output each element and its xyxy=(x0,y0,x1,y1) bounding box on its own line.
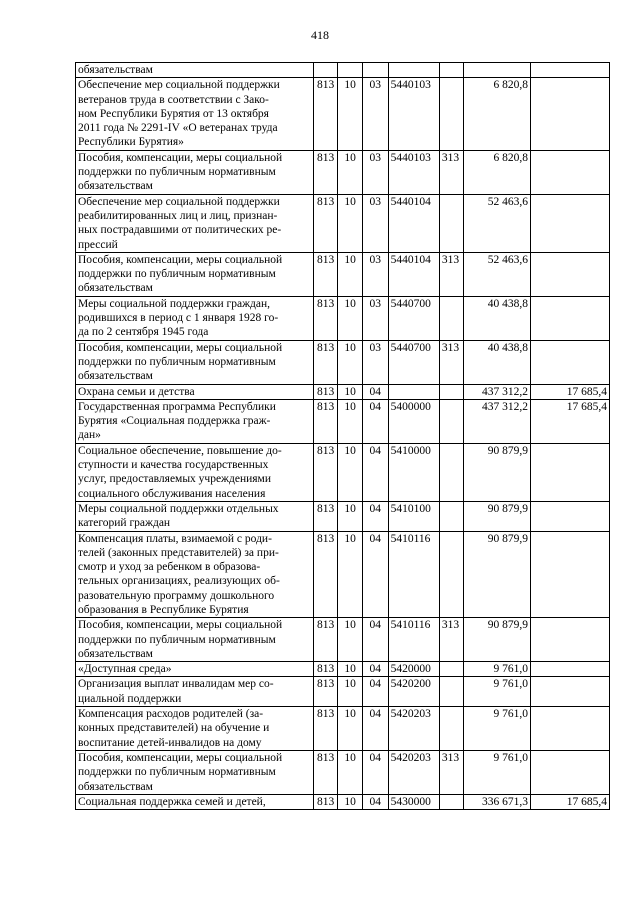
federal-amount-cell xyxy=(531,750,610,794)
ministry-code-cell: 813 xyxy=(313,794,338,809)
federal-amount-cell xyxy=(531,531,610,618)
subsection-code-cell: 04 xyxy=(362,677,388,707)
page-number: 418 xyxy=(311,28,329,42)
subsection-code-cell: 04 xyxy=(362,707,388,751)
table-row xyxy=(76,677,610,707)
federal-amount-cell: 17 685,4 xyxy=(531,794,610,809)
table-row xyxy=(76,794,610,809)
section-code-cell: 10 xyxy=(338,194,363,252)
row-name-cell: Компенсация платы, взимаемой с роди- телей (законных представителей) за при- смотр и уход за ребенком в образова- тельных организациях, реализующих об- разовательную программу дошкольного образования в Республике Бурятия xyxy=(76,531,314,618)
subsection-code-cell: 04 xyxy=(362,662,388,677)
table-row xyxy=(76,662,610,677)
subsection-code-cell: 03 xyxy=(362,150,388,194)
ministry-code-cell: 813 xyxy=(313,384,338,399)
row-name-cell: Компенсация расходов родителей (за- конных представителей) на обучение и воспитание детей-инвалидов на дому xyxy=(76,707,314,751)
expense-type-code-cell: 313 xyxy=(439,618,464,662)
amount-cell: 40 438,8 xyxy=(464,296,531,340)
subsection-code-cell: 04 xyxy=(362,399,388,443)
amount-cell: 90 879,9 xyxy=(464,501,531,531)
row-name-cell: Обеспечение мер социальной поддержки реабилитированных лиц и лиц, признан- ных пострадавшими от политических ре- прессий xyxy=(76,194,314,252)
subsection-code-cell: 04 xyxy=(362,384,388,399)
federal-amount-cell xyxy=(531,443,610,501)
ministry-code-cell: 813 xyxy=(313,252,338,296)
subsection-code-cell: 03 xyxy=(362,194,388,252)
row-name-cell: Охрана семьи и детства xyxy=(76,384,314,399)
ministry-code-cell: 813 xyxy=(313,443,338,501)
row-name-cell: Обеспечение мер социальной поддержки ветеранов труда в соответствии с Зако- ном Республики Бурятия от 13 октября 2011 года № 2291-IV «О ветеранах труда Республики Бурятия» xyxy=(76,78,314,150)
ministry-code-cell xyxy=(313,63,338,78)
table-body xyxy=(76,63,610,810)
section-code-cell: 10 xyxy=(338,78,363,150)
federal-amount-cell xyxy=(531,501,610,531)
federal-amount-cell: 17 685,4 xyxy=(531,384,610,399)
expense-type-code-cell xyxy=(439,78,464,150)
expense-type-code-cell xyxy=(439,501,464,531)
subsection-code-cell: 03 xyxy=(362,252,388,296)
section-code-cell: 10 xyxy=(338,340,363,384)
amount-cell: 52 463,6 xyxy=(464,252,531,296)
expense-type-code-cell xyxy=(439,443,464,501)
amount-cell: 90 879,9 xyxy=(464,531,531,618)
table-row xyxy=(76,399,610,443)
amount-cell: 90 879,9 xyxy=(464,618,531,662)
federal-amount-cell xyxy=(531,707,610,751)
subsection-code-cell: 04 xyxy=(362,618,388,662)
row-name-cell: Меры социальной поддержки граждан, родившихся в период с 1 января 1928 го- да по 2 сентября 1945 года xyxy=(76,296,314,340)
amount-cell: 9 761,0 xyxy=(464,662,531,677)
expense-type-code-cell: 313 xyxy=(439,150,464,194)
amount-cell: 437 312,2 xyxy=(464,384,531,399)
ministry-code-cell: 813 xyxy=(313,399,338,443)
ministry-code-cell: 813 xyxy=(313,194,338,252)
section-code-cell: 10 xyxy=(338,252,363,296)
federal-amount-cell xyxy=(531,194,610,252)
table-row xyxy=(76,252,610,296)
expense-type-code-cell xyxy=(439,662,464,677)
section-code-cell: 10 xyxy=(338,150,363,194)
ministry-code-cell: 813 xyxy=(313,150,338,194)
expense-type-code-cell xyxy=(439,794,464,809)
section-code-cell: 10 xyxy=(338,501,363,531)
amount-cell: 336 671,3 xyxy=(464,794,531,809)
table-row xyxy=(76,63,610,78)
table-row xyxy=(76,501,610,531)
subsection-code-cell xyxy=(362,63,388,78)
amount-cell: 9 761,0 xyxy=(464,707,531,751)
amount-cell: 52 463,6 xyxy=(464,194,531,252)
expense-type-code-cell xyxy=(439,384,464,399)
section-code-cell: 10 xyxy=(338,531,363,618)
expense-type-code-cell xyxy=(439,63,464,78)
target-item-code-cell: 5410000 xyxy=(388,443,439,501)
ministry-code-cell: 813 xyxy=(313,78,338,150)
ministry-code-cell: 813 xyxy=(313,707,338,751)
row-name-cell: Государственная программа Республики Бурятия «Социальная поддержка граж- дан» xyxy=(76,399,314,443)
subsection-code-cell: 04 xyxy=(362,531,388,618)
federal-amount-cell xyxy=(531,618,610,662)
target-item-code-cell: 5420203 xyxy=(388,707,439,751)
amount-cell: 9 761,0 xyxy=(464,677,531,707)
section-code-cell: 10 xyxy=(338,707,363,751)
table-row xyxy=(76,296,610,340)
subsection-code-cell: 03 xyxy=(362,78,388,150)
section-code-cell: 10 xyxy=(338,399,363,443)
expense-type-code-cell: 313 xyxy=(439,252,464,296)
target-item-code-cell: 5440103 xyxy=(388,150,439,194)
row-name-cell: Меры социальной поддержки отдельных категорий граждан xyxy=(76,501,314,531)
subsection-code-cell: 04 xyxy=(362,443,388,501)
amount-cell: 9 761,0 xyxy=(464,750,531,794)
target-item-code-cell: 5410100 xyxy=(388,501,439,531)
ministry-code-cell: 813 xyxy=(313,750,338,794)
subsection-code-cell: 04 xyxy=(362,501,388,531)
target-item-code-cell: 5440103 xyxy=(388,78,439,150)
expense-type-code-cell xyxy=(439,677,464,707)
section-code-cell: 10 xyxy=(338,384,363,399)
amount-cell: 90 879,9 xyxy=(464,443,531,501)
target-item-code-cell: 5440700 xyxy=(388,296,439,340)
section-code-cell: 10 xyxy=(338,750,363,794)
federal-amount-cell xyxy=(531,662,610,677)
federal-amount-cell xyxy=(531,78,610,150)
table-row xyxy=(76,150,610,194)
target-item-code-cell: 5400000 xyxy=(388,399,439,443)
row-name-cell: Пособия, компенсации, меры социальной поддержки по публичным нормативным обязательствам xyxy=(76,252,314,296)
ministry-code-cell: 813 xyxy=(313,501,338,531)
row-name-cell: Социальное обеспечение, повышение до- ступности и качества государственных услуг, предоставляемых учреждениями социального обслуживания населения xyxy=(76,443,314,501)
table-row xyxy=(76,531,610,618)
target-item-code-cell: 5410116 xyxy=(388,531,439,618)
expense-type-code-cell xyxy=(439,531,464,618)
section-code-cell xyxy=(338,63,363,78)
target-item-code-cell: 5420200 xyxy=(388,677,439,707)
ministry-code-cell: 813 xyxy=(313,677,338,707)
federal-amount-cell xyxy=(531,677,610,707)
expense-type-code-cell: 313 xyxy=(439,340,464,384)
row-name-cell: Пособия, компенсации, меры социальной поддержки по публичным нормативным обязательствам xyxy=(76,150,314,194)
federal-amount-cell xyxy=(531,296,610,340)
table-row xyxy=(76,618,610,662)
row-name-cell: Организация выплат инвалидам мер со- циальной поддержки xyxy=(76,677,314,707)
target-item-code-cell: 5430000 xyxy=(388,794,439,809)
expense-type-code-cell xyxy=(439,707,464,751)
section-code-cell: 10 xyxy=(338,443,363,501)
amount-cell xyxy=(464,63,531,78)
subsection-code-cell: 03 xyxy=(362,296,388,340)
amount-cell: 437 312,2 xyxy=(464,399,531,443)
table-row xyxy=(76,443,610,501)
target-item-code-cell: 5420203 xyxy=(388,750,439,794)
federal-amount-cell xyxy=(531,63,610,78)
row-name-cell: Пособия, компенсации, меры социальной поддержки по публичным нормативным обязательствам xyxy=(76,750,314,794)
table-row xyxy=(76,194,610,252)
section-code-cell: 10 xyxy=(338,662,363,677)
target-item-code-cell xyxy=(388,384,439,399)
subsection-code-cell: 04 xyxy=(362,750,388,794)
target-item-code-cell: 5440700 xyxy=(388,340,439,384)
ministry-code-cell: 813 xyxy=(313,340,338,384)
amount-cell: 6 820,8 xyxy=(464,78,531,150)
ministry-code-cell: 813 xyxy=(313,662,338,677)
target-item-code-cell: 5410116 xyxy=(388,618,439,662)
row-name-cell: Пособия, компенсации, меры социальной поддержки по публичным нормативным обязательствам xyxy=(76,340,314,384)
amount-cell: 40 438,8 xyxy=(464,340,531,384)
row-name-cell: Пособия, компенсации, меры социальной поддержки по публичным нормативным обязательствам xyxy=(76,618,314,662)
subsection-code-cell: 03 xyxy=(362,340,388,384)
expense-type-code-cell xyxy=(439,194,464,252)
target-item-code-cell: 5440104 xyxy=(388,252,439,296)
table-row xyxy=(76,78,610,150)
table-row xyxy=(76,384,610,399)
table-row xyxy=(76,340,610,384)
row-name-cell: Социальная поддержка семей и детей, xyxy=(76,794,314,809)
amount-cell: 6 820,8 xyxy=(464,150,531,194)
ministry-code-cell: 813 xyxy=(313,618,338,662)
target-item-code-cell: 5440104 xyxy=(388,194,439,252)
federal-amount-cell: 17 685,4 xyxy=(531,399,610,443)
subsection-code-cell: 04 xyxy=(362,794,388,809)
ministry-code-cell: 813 xyxy=(313,296,338,340)
federal-amount-cell xyxy=(531,340,610,384)
section-code-cell: 10 xyxy=(338,794,363,809)
target-item-code-cell: 5420000 xyxy=(388,662,439,677)
row-name-cell: обязательствам xyxy=(76,63,314,78)
section-code-cell: 10 xyxy=(338,618,363,662)
expense-type-code-cell xyxy=(439,399,464,443)
target-item-code-cell xyxy=(388,63,439,78)
table-row xyxy=(76,750,610,794)
section-code-cell: 10 xyxy=(338,296,363,340)
ministry-code-cell: 813 xyxy=(313,531,338,618)
expense-type-code-cell: 313 xyxy=(439,750,464,794)
section-code-cell: 10 xyxy=(338,677,363,707)
federal-amount-cell xyxy=(531,252,610,296)
budget-table xyxy=(75,62,610,810)
table-row xyxy=(76,707,610,751)
federal-amount-cell xyxy=(531,150,610,194)
expense-type-code-cell xyxy=(439,296,464,340)
row-name-cell: «Доступная среда» xyxy=(76,662,314,677)
